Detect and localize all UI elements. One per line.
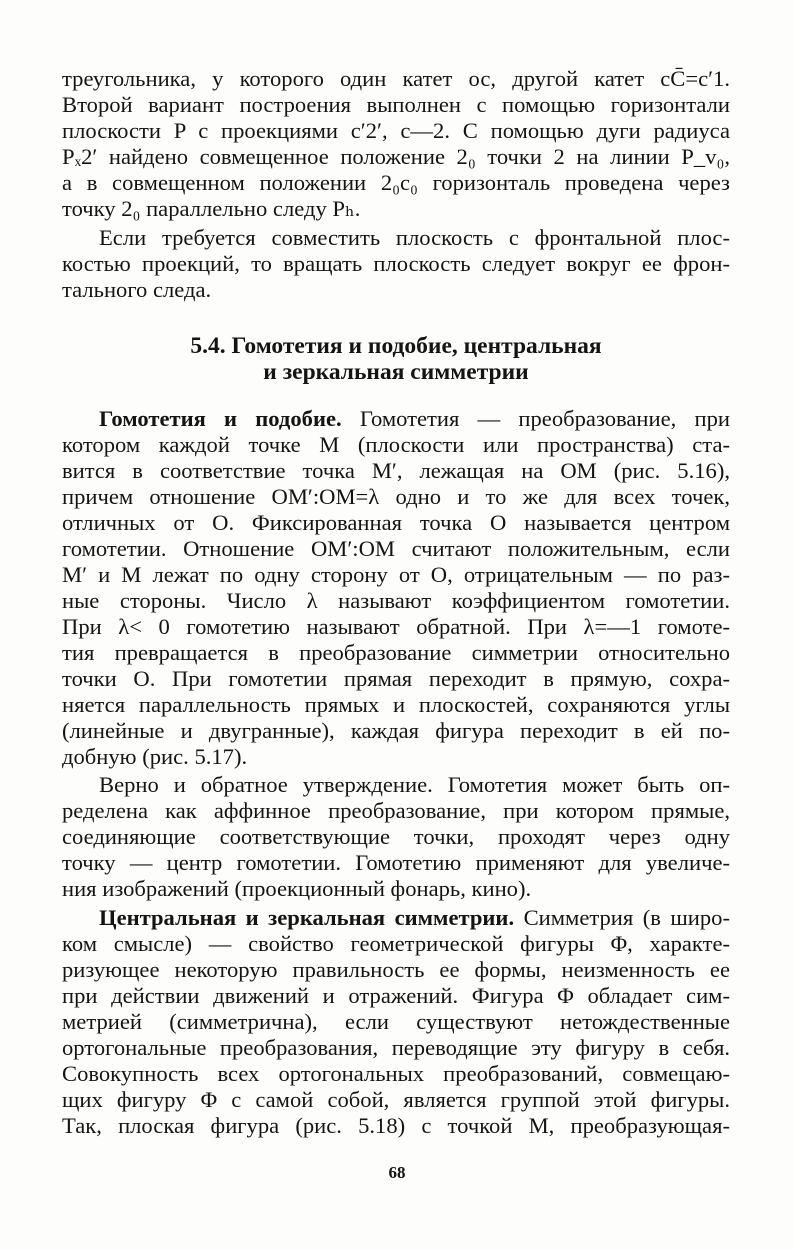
text-run: Симметрия (в широ- <box>514 905 730 930</box>
text-line: соединяющие соответствующие точки, проходят через одну <box>62 824 730 849</box>
text-line: причем отношение OM′:OM=λ одно и то же для всех точек, <box>62 484 730 509</box>
text-line: няется параллельность прямых и плоскостей, сохраняются углы <box>62 692 730 717</box>
text-line: ния изображений (проекционный фонарь, кино). <box>62 876 532 901</box>
text-line: вится в соответствие точка M′, лежащая на OM (рис. 5.16), <box>62 458 730 483</box>
text-line: ком смысле) — свойство геометрической фигуры Φ, характе- <box>62 931 730 956</box>
text-line: Pₓ2′ найдено совмещенное положение 2₀ точки 2 на линии P_v₀, <box>62 144 730 169</box>
text-line: метрией (симметрична), если существуют нетождественные <box>62 1009 730 1034</box>
text-line <box>99 406 730 432</box>
text-line: точку 2₀ параллельно следу Pₕ. <box>62 196 361 221</box>
text-line: костью проекций, то вращать плоскость следует вокруг ее фрон- <box>62 251 730 276</box>
text-line: (линейные и двугранные), каждая фигура переходит в ей по- <box>62 718 730 743</box>
page-number: 68 <box>388 1163 406 1182</box>
text-line: тия превращается в преобразование симметрии относительно <box>62 640 730 665</box>
run-in-heading: Гомотетия и подобие. <box>99 406 342 431</box>
text-line: Второй вариант построения выполнен с помощью горизонтали <box>62 92 730 117</box>
text-line: ризующее некоторую правильность ее формы, неизменность ее <box>62 957 730 982</box>
text-line: Совокупность всех ортогональных преобразований, совмещаю- <box>62 1061 730 1086</box>
text-line: ные стороны. Число λ называют коэффициентом гомотетии. <box>62 588 730 613</box>
text-line: точку — центр гомотетии. Гомотетию применяют для увеличе- <box>62 850 730 875</box>
text-line: щих фигуру Φ с самой собой, является группой этой фигуры. <box>62 1087 730 1112</box>
text-line: точки O. При гомотетии прямая переходит в прямую, сохра- <box>62 666 730 691</box>
text-line: отличных от O. Фиксированная точка O называется центром <box>62 510 730 535</box>
text-line: при действии движений и отражений. Фигура Φ обладает сим- <box>62 983 730 1008</box>
text-line: Верно и обратное утверждение. Гомотетия может быть оп- <box>99 772 730 797</box>
text-line: M′ и M лежат по одну сторону от O, отрицательным — по раз- <box>62 562 730 587</box>
text-line: ределена как аффинное преобразование, при котором прямые, <box>62 798 730 823</box>
text-line: гомотетии. Отношение OM′:OM считают положительным, если <box>62 536 730 561</box>
text-line: а в совмещенном положении 2₀с₀ горизонталь проведена через <box>62 170 730 195</box>
text-line: тального следа. <box>62 277 212 302</box>
section-heading: 5.4. Гомотетия и подобие, центральная <box>190 333 602 359</box>
text-line: При λ< 0 гомотетию называют обратной. При λ=—1 гомоте- <box>62 614 730 639</box>
section-heading: и зеркальная симметрии <box>263 359 529 385</box>
text-line: ортогональные преобразования, переводящие эту фигуру в себя. <box>62 1035 730 1060</box>
text-line: Если требуется совместить плоскость с фронтальной плос- <box>99 225 730 250</box>
text-run: Гомотетия — преобразование, при <box>341 406 730 431</box>
text-line: треугольника, у которого один катет ос, другой катет сC̄=с′1. <box>62 66 730 91</box>
text-line: Так, плоская фигура (рис. 5.18) с точкой M, преобразующая- <box>62 1113 730 1138</box>
text-line: добную (рис. 5.17). <box>62 744 248 769</box>
run-in-heading: Центральная и зеркальная симметрии. <box>99 905 515 930</box>
text-line <box>99 905 730 931</box>
text-line: плоскости P с проекциями с′2′, с—2. С помощью дуги радиуса <box>62 118 730 143</box>
text-line: котором каждой точке M (плоскости или пространства) ста- <box>62 432 730 457</box>
